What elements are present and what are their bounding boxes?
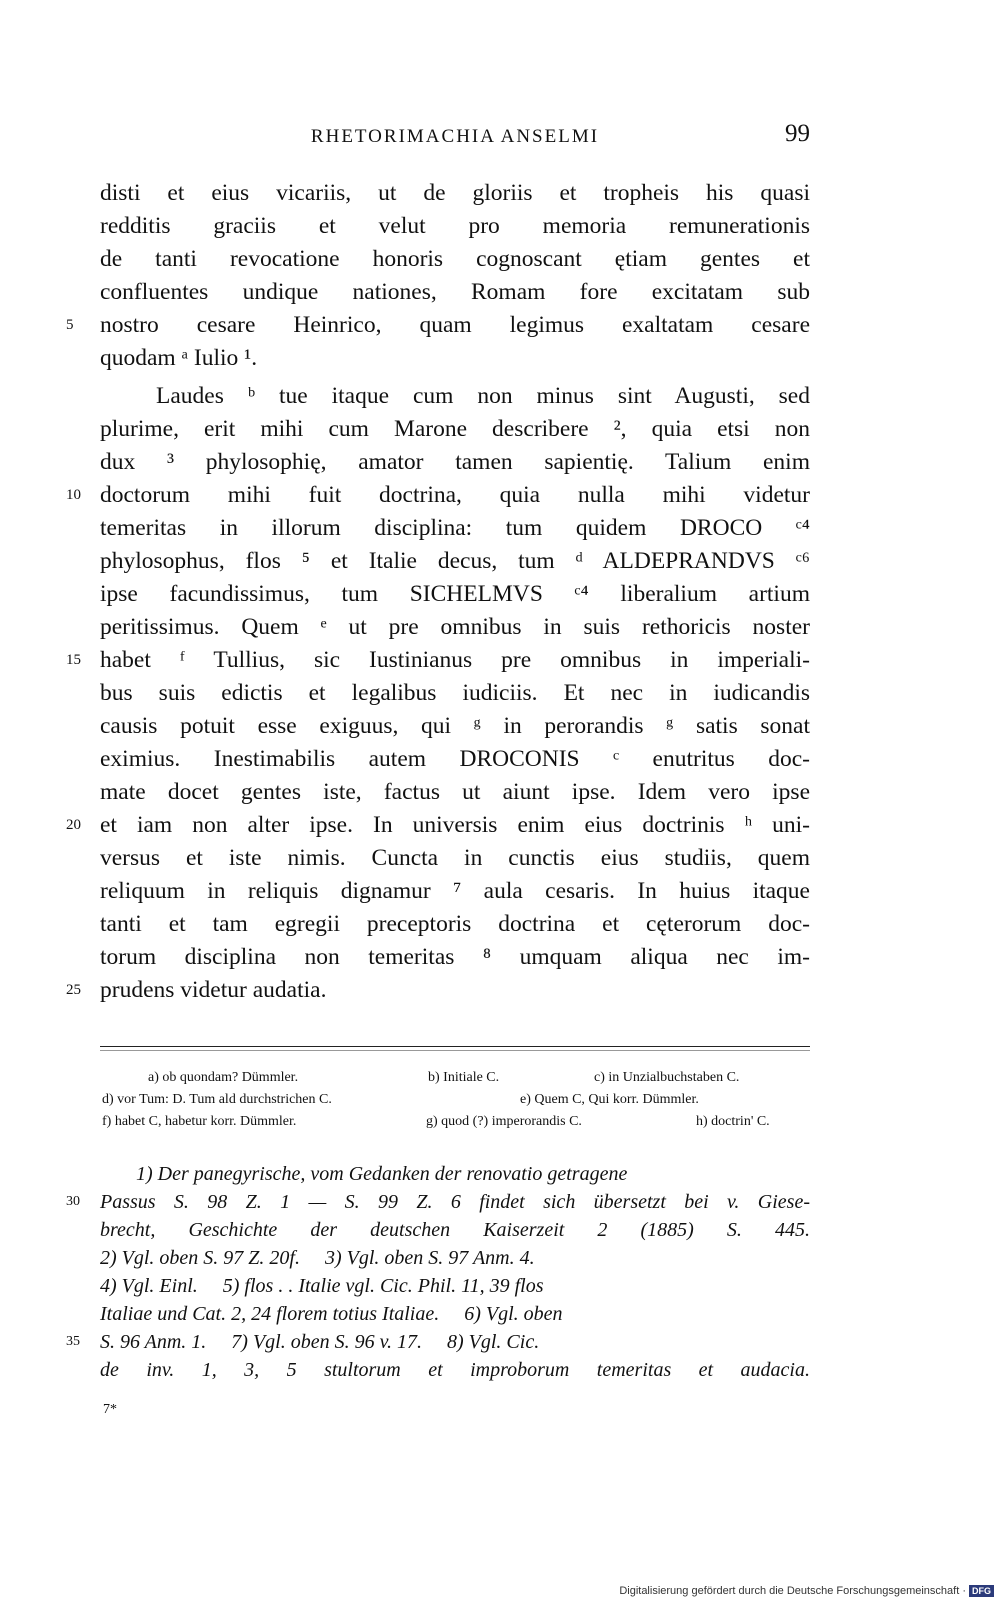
footnote-line: brecht, Geschichte der deutschen Kaiserzeit 2 (1885) S. 445. xyxy=(100,1219,810,1241)
footnote-line: 1) Der panegyrische, vom Gedanken der renovatio getragene xyxy=(136,1163,628,1185)
text-line: disti et eius vicariis, ut de gloriis et tropheis his quasi xyxy=(100,180,810,206)
text-line: quodam ᵃ Iulio ¹. xyxy=(100,345,258,371)
text-line: bus suis edictis et legalibus iudiciis. Et nec in iudicandis xyxy=(100,680,810,706)
critical-note: e) Quem C, Qui korr. Dümmler. xyxy=(520,1092,699,1107)
line-number: 15 xyxy=(66,652,81,668)
critical-note: f) habet C, habetur korr. Dümmler. xyxy=(102,1114,297,1129)
page-header xyxy=(100,120,810,154)
text-line: ipse facundissimus, tum SICHELMVS ᶜ⁴ liberalium artium xyxy=(100,581,810,607)
line-number: 10 xyxy=(66,487,81,503)
footnote-line: S. 96 Anm. 1. 7) Vgl. oben S. 96 v. 17. 8) Vgl. Cic. xyxy=(100,1331,540,1353)
text-line: redditis graciis et velut pro memoria remunerationis xyxy=(100,213,810,239)
text-line: temeritas in illorum disciplina: tum quidem DROCO ᶜ⁴ xyxy=(100,515,810,541)
text-line: Laudes ᵇ tue itaque cum non minus sint Augusti, sed xyxy=(156,383,810,409)
footnote-line: Passus S. 98 Z. 1 — S. 99 Z. 6 findet sich übersetzt bei v. Giese- xyxy=(100,1191,810,1213)
digitization-credit xyxy=(619,1585,994,1597)
text-line: et iam non alter ipse. In universis enim eius doctrinis ʰ uni- xyxy=(100,812,810,838)
footnote-line-number: 35 xyxy=(66,1334,80,1349)
page-number: 99 xyxy=(785,120,810,147)
text-line: torum disciplina non temeritas ⁸ umquam aliqua nec im- xyxy=(100,944,810,970)
running-title: RHETORIMACHIA ANSELMI xyxy=(310,126,600,147)
critical-note: d) vor Tum: D. Tum ald durchstrichen C. xyxy=(102,1092,332,1107)
critical-note: h) doctrin' C. xyxy=(696,1114,770,1129)
text-line: doctorum mihi fuit doctrina, quia nulla mihi videtur xyxy=(100,482,810,508)
footnote-line: Italiae und Cat. 2, 24 florem totius Italiae. 6) Vgl. oben xyxy=(100,1303,563,1325)
text-line: mate docet gentes iste, factus ut aiunt ipse. Idem vero ipse xyxy=(100,779,810,805)
dfg-logo: DFG xyxy=(969,1585,994,1597)
text-line: versus et iste nimis. Cuncta in cunctis eius studiis, quem xyxy=(100,845,810,871)
text-line: eximius. Inestimabilis autem DROCONIS ᶜ enutritus doc- xyxy=(100,746,810,772)
footnote-line: 2) Vgl. oben S. 97 Z. 20f. 3) Vgl. oben S. 97 Anm. 4. xyxy=(100,1247,535,1269)
critical-note: b) Initiale C. xyxy=(428,1070,500,1085)
line-number: 25 xyxy=(66,982,81,998)
text-line: dux ³ phylosophię, amator tamen sapientię. Talium enim xyxy=(100,449,810,475)
text-line: de tanti revocatione honoris cognoscant ętiam gentes et xyxy=(100,246,810,272)
text-line: peritissimus. Quem ᵉ ut pre omnibus in suis rethoricis noster xyxy=(100,614,810,640)
footnote-line-number: 30 xyxy=(66,1194,80,1209)
signature-mark: 7* xyxy=(103,1402,117,1417)
footnote-line: de inv. 1, 3, 5 stultorum et improborum temeritas et audacia. xyxy=(100,1359,810,1381)
text-line: tanti et tam egregii preceptoris doctrina et cęterorum doc- xyxy=(100,911,810,937)
footnote-separator-secondary xyxy=(100,1050,810,1051)
credit-text: Digitalisierung gefördert durch die Deutsche Forschungsgemeinschaft · xyxy=(619,1585,966,1597)
text-line: causis potuit esse exiguus, qui ᵍ in perorandis ᵍ satis sonat xyxy=(100,713,810,739)
footnote-line: 4) Vgl. Einl. 5) flos . . Italie vgl. Cic. Phil. 11, 39 flos xyxy=(100,1275,544,1297)
text-line: plurime, erit mihi cum Marone describere ², quia etsi non xyxy=(100,416,810,442)
footnote-separator xyxy=(100,1046,810,1047)
text-line: phylosophus, flos ⁵ et Italie decus, tum ᵈ ALDEPRANDVS ᶜ⁶ xyxy=(100,548,810,574)
line-number: 5 xyxy=(66,317,74,333)
critical-note: g) quod (?) imperorandis C. xyxy=(426,1114,582,1129)
text-line: prudens videtur audatia. xyxy=(100,977,327,1003)
text-line: nostro cesare Heinrico, quam legimus exaltatam cesare xyxy=(100,312,810,338)
text-line: reliquum in reliquis dignamur ⁷ aula cesaris. In huius itaque xyxy=(100,878,810,904)
critical-note: c) in Unzialbuchstaben C. xyxy=(594,1070,740,1085)
critical-note: a) ob quondam? Dümmler. xyxy=(148,1070,299,1085)
text-line: habet ᶠ Tullius, sic Iustinianus pre omnibus in imperiali- xyxy=(100,647,810,673)
text-line: confluentes undique nationes, Romam fore excitatam sub xyxy=(100,279,810,305)
line-number: 20 xyxy=(66,817,81,833)
